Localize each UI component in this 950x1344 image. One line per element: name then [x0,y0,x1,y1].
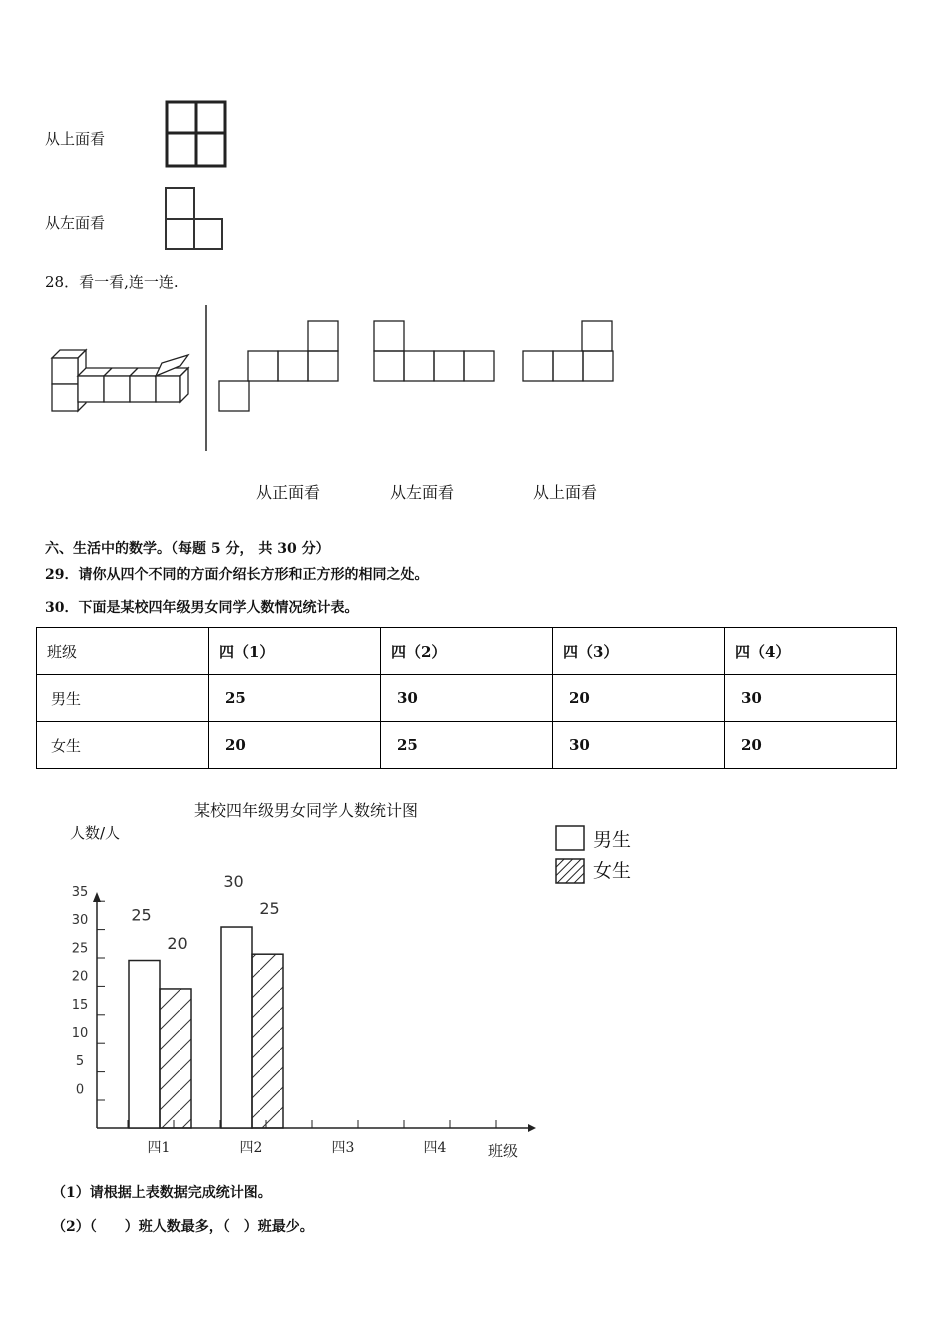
x-axis-label: 班级 [487,1142,519,1160]
vertical-divider [204,305,208,451]
sub-question-2: （2）（ ）班人数最多，（ ）班最少。 [52,1219,314,1235]
view-label-front: 从正面看 [256,483,321,502]
top-view-figure [165,100,227,168]
view-figure-3 [522,320,616,382]
chart-y-label: 人数/人 [70,824,121,842]
bar-data-label: 25 [131,905,152,925]
y-axis-arrow [93,892,101,902]
bar-data-label: 25 [259,899,280,919]
legend-swatch-boys [556,826,584,850]
sub-question-1: （1）请根据上表数据完成统计图。 [52,1185,272,1201]
section6-heading: 六、生活中的数学。（每题 5 分， 共 30 分） [45,541,330,557]
y-tick-label: 35 [71,885,89,900]
y-tick-label: 25 [71,941,89,957]
bar-data-label: 30 [223,872,244,892]
table-cell: 30 [381,675,553,722]
table-cell: 30 [725,675,897,722]
view-figure-1 [218,320,340,412]
label-top-view: 从上面看 [45,130,106,148]
y-tick-label: 0 [75,1082,85,1098]
table-cell: 30 [553,722,725,769]
view-label-left: 从左面看 [390,483,455,502]
table-header-row [37,628,897,675]
table-cell: 女生 [37,722,209,769]
table-header-cell: 四（3） [553,628,725,675]
x-axis-arrow [528,1124,536,1132]
table-header-cell: 四（1） [209,628,381,675]
table-cell: 20 [553,675,725,722]
view-figure-2 [373,320,497,382]
table-cell: 20 [725,722,897,769]
table-cell: 20 [209,722,381,769]
chart-title: 某校四年级男女同学人数统计图 [194,801,419,820]
legend-label-boys: 男生 [593,829,632,851]
table-row [37,675,897,722]
label-left-view: 从左面看 [45,214,106,232]
table-header-cell: 四（2） [381,628,553,675]
left-view-figure [164,186,226,252]
table-header-cell: 四（4） [725,628,897,675]
table-row [37,722,897,769]
bar-chart [0,870,540,1170]
bar-girls [252,954,283,1128]
x-category-label: 四3 [331,1140,355,1156]
y-tick-label: 10 [71,1026,89,1041]
y-tick-label: 30 [71,913,89,929]
view-label-top: 从上面看 [533,483,598,502]
bar-girls [160,989,191,1128]
legend-swatch-girls [556,859,584,883]
y-tick-label: 15 [71,997,89,1013]
q29-text: 29．请你从四个不同的方面介绍长方形和正方形的相同之处。 [45,567,429,583]
bar-data-label: 20 [167,933,188,953]
bar-boys [221,927,252,1128]
q30-text: 30．下面是某校四年级男女同学人数情况统计表。 [45,600,359,616]
legend-label-girls: 女生 [593,860,632,882]
bar-boys [129,961,160,1128]
y-tick-label: 20 [71,969,89,985]
stats-table [36,627,897,769]
cube-3d-figure [48,345,188,417]
q28-title: 28．看一看,连一连. [45,273,179,291]
table-cell: 25 [381,722,553,769]
x-category-label: 四4 [423,1140,447,1156]
table-cell: 25 [209,675,381,722]
table-header-cell: 班级 [37,628,209,675]
x-category-label: 四2 [239,1140,263,1156]
x-category-label: 四1 [147,1140,171,1156]
table-cell: 男生 [37,675,209,722]
chart-legend [555,825,585,885]
y-tick-label: 5 [75,1054,85,1070]
